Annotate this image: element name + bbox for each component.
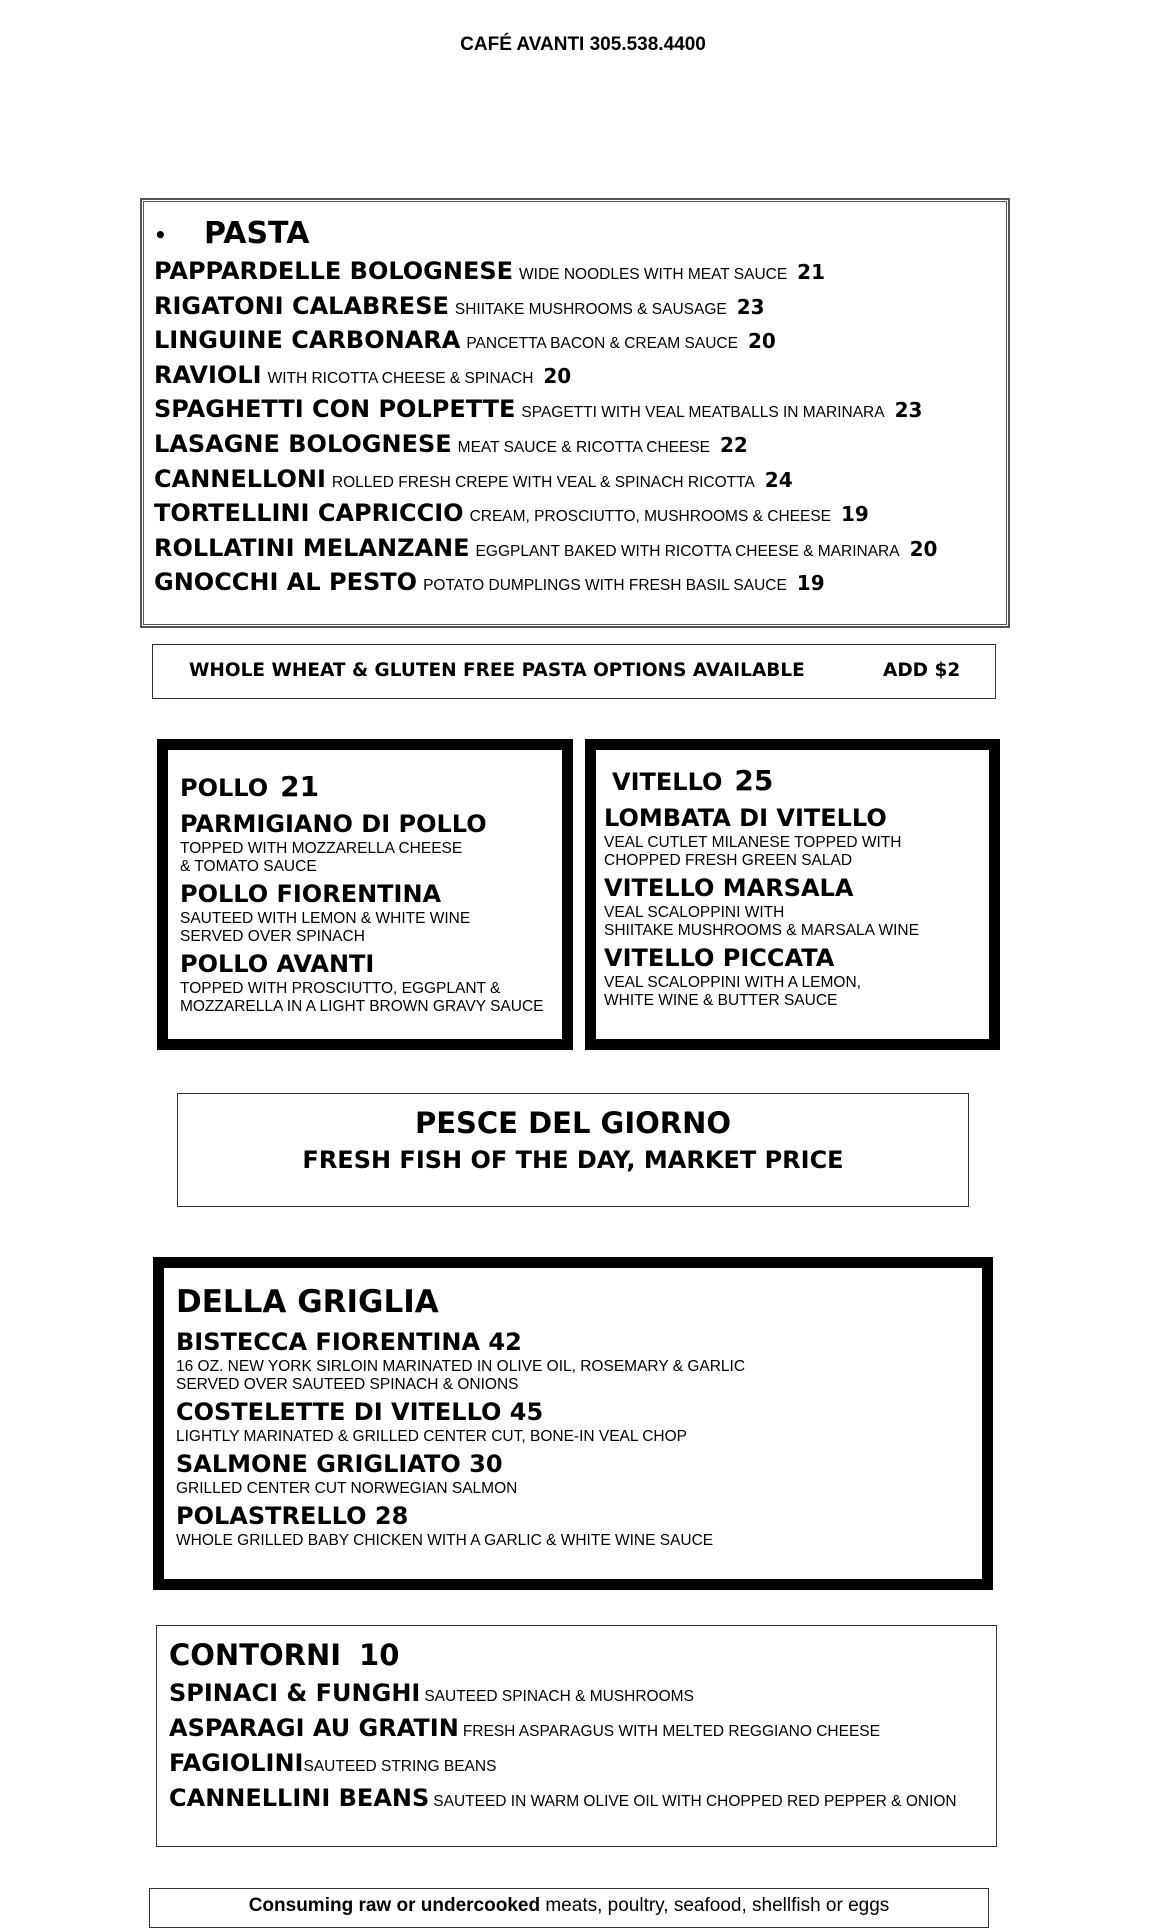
pasta-options-price: ADD $2: [883, 660, 961, 681]
dish-description: FRESH ASPARAGUS WITH MELTED REGGIANO CHEESE: [462, 1723, 880, 1740]
dish-name: BISTECCA FIORENTINA 42: [176, 1328, 522, 1356]
menu-item: [154, 427, 1008, 462]
menu-item: [154, 358, 1008, 393]
dish-price: 23: [736, 294, 765, 319]
menu-item: [169, 1676, 996, 1711]
dish-name: VITELLO MARSALA: [604, 874, 854, 902]
vitello-title: VITELLO: [612, 768, 723, 796]
dish-name: FAGIOLINI: [169, 1749, 304, 1777]
dish-price: 19: [796, 571, 825, 596]
dish-price: 23: [894, 398, 923, 423]
vitello-price: 25: [734, 764, 774, 797]
dish-name: LASAGNE BOLOGNESE: [154, 429, 452, 458]
food-safety-notice: [149, 1888, 989, 1928]
dish-name: PARMIGIANO DI POLLO: [180, 810, 487, 838]
dish-description: VEAL SCALOPPINI WITH A LEMON, WHITE WINE & BUTTER SAUCE: [604, 974, 861, 1009]
dish-price: 20: [909, 536, 938, 561]
dish-description: SAUTEED WITH LEMON & WHITE WINE SERVED OVER SPINACH: [180, 910, 471, 945]
menu-item: [154, 323, 1008, 358]
dish-name: LOMBATA DI VITELLO: [604, 804, 887, 832]
dish-name: VITELLO PICCATA: [604, 944, 835, 972]
contorni-title: CONTORNI: [169, 1638, 342, 1672]
restaurant-title: CAFÉ AVANTI 305.538.4400: [460, 34, 706, 55]
dish-price: 22: [720, 432, 748, 457]
dish-name: CANNELLONI: [154, 464, 326, 493]
dish-price: 24: [764, 467, 793, 492]
dish-description: TOPPED WITH MOZZARELLA CHEESE & TOMATO SAUCE: [180, 840, 463, 875]
dish-price: 20: [543, 363, 572, 388]
pollo-title: POLLO: [180, 774, 269, 802]
dish-description: CREAM, PROSCIUTTO, MUSHROOMS & CHEESE: [469, 508, 831, 526]
vitello-heading: [604, 764, 989, 802]
menu-item: [154, 289, 1008, 324]
dish-description: PANCETTA BACON & CREAM SAUCE: [466, 335, 738, 353]
menu-item: [169, 1746, 996, 1781]
menu-item: [154, 254, 1008, 289]
pasta-section: [140, 198, 1010, 628]
dish-description: 16 OZ. NEW YORK SIRLOIN MARINATED IN OLIVE OIL, ROSEMARY & GARLIC SERVED OVER SAUTEED SPINACH & ONIONS: [176, 1358, 746, 1393]
dish-name: COSTELETTE DI VITELLO 45: [176, 1398, 544, 1426]
pesce-subtitle: FRESH FISH OF THE DAY, MARKET PRICE: [302, 1146, 844, 1174]
griglia-section: [153, 1257, 993, 1590]
menu-item: [154, 392, 1008, 427]
dish-price: 21: [797, 260, 826, 284]
dish-name: POLLO AVANTI: [180, 950, 375, 978]
dish-description: POTATO DUMPLINGS WITH FRESH BASIL SAUCE: [423, 577, 787, 595]
pasta-title: PASTA: [204, 216, 310, 251]
bullet-icon: •: [154, 222, 167, 247]
dish-description: SAUTEED IN WARM OLIVE OIL WITH CHOPPED RED PEPPER & ONION: [433, 1793, 957, 1810]
pollo-heading: [180, 770, 562, 808]
dish-name: ASPARAGI AU GRATIN: [169, 1714, 459, 1742]
pesce-section: [177, 1093, 969, 1207]
dish-description: WIDE NOODLES WITH MEAT SAUCE: [519, 266, 788, 283]
dish-description: SPAGETTI WITH VEAL MEATBALLS IN MARINARA: [521, 404, 885, 422]
dish-description: WITH RICOTTA CHEESE & SPINACH: [267, 369, 534, 387]
pollo-section: [157, 739, 573, 1050]
dish-description: WHOLE GRILLED BABY CHICKEN WITH A GARLIC & WHITE WINE SAUCE: [176, 1532, 714, 1549]
dish-name: RAVIOLI: [154, 360, 262, 389]
menu-item: [154, 531, 1008, 566]
dish-name: LINGUINE CARBONARA: [154, 326, 461, 355]
pesce-title: PESCE DEL GIORNO: [414, 1106, 732, 1140]
dish-name: PAPPARDELLE BOLOGNESE: [154, 257, 514, 285]
vitello-section: [585, 739, 1000, 1050]
dish-name: GNOCCHI AL PESTO: [154, 568, 418, 597]
dish-description: SAUTEED SPINACH & MUSHROOMS: [424, 1688, 694, 1705]
pasta-heading: [154, 214, 1008, 254]
contorni-price: 10: [359, 1638, 400, 1672]
menu-item: [154, 565, 1008, 600]
dish-name: TORTELLINI CAPRICCIO: [154, 499, 464, 528]
dish-price: 19: [841, 502, 869, 527]
notice-bold-text: Consuming raw or undercooked: [248, 1895, 541, 1916]
menu-item: [169, 1781, 996, 1816]
dish-name: ROLLATINI MELANZANE: [154, 533, 470, 562]
contorni-heading: [169, 1636, 996, 1676]
contorni-section: [156, 1625, 997, 1847]
menu-item: [169, 1711, 996, 1746]
notice-text: meats, poultry, seafood, shellfish or eggs: [540, 1895, 890, 1916]
griglia-title: DELLA GRIGLIA: [176, 1284, 439, 1320]
dish-price: 20: [747, 329, 776, 354]
dish-description: ROLLED FRESH CREPE WITH VEAL & SPINACH RICOTTA: [331, 473, 755, 491]
pasta-options-text: WHOLE WHEAT & GLUTEN FREE PASTA OPTIONS AVAILABLE: [189, 660, 805, 681]
menu-item: [154, 462, 1008, 497]
dish-description: SAUTEED STRING BEANS: [303, 1758, 497, 1775]
pasta-options-box: [152, 644, 996, 699]
dish-name: CANNELLINI BEANS: [169, 1784, 430, 1812]
menu-item: [154, 496, 1008, 531]
dish-name: POLLO FIORENTINA: [180, 880, 442, 908]
dish-name: SALMONE GRIGLIATO 30: [176, 1450, 503, 1478]
dish-name: RIGATONI CALABRESE: [154, 291, 449, 320]
dish-description: VEAL CUTLET MILANESE TOPPED WITH CHOPPED FRESH GREEN SALAD: [604, 834, 902, 869]
dish-name: SPINACI & FUNGHI: [169, 1679, 421, 1707]
dish-description: TOPPED WITH PROSCIUTTO, EGGPLANT & MOZZARELLA IN A LIGHT BROWN GRAVY SAUCE: [180, 980, 544, 1015]
dish-description: LIGHTLY MARINATED & GRILLED CENTER CUT, BONE-IN VEAL CHOP: [176, 1428, 688, 1445]
pollo-price: 21: [280, 770, 320, 803]
dish-description: MEAT SAUCE & RICOTTA CHEESE: [457, 438, 711, 456]
dish-description: EGGPLANT BAKED WITH RICOTTA CHEESE & MARINARA: [475, 542, 900, 560]
dish-description: SHIITAKE MUSHROOMS & SAUSAGE: [454, 300, 727, 318]
dish-description: VEAL SCALOPPINI WITH SHIITAKE MUSHROOMS & MARSALA WINE: [604, 904, 919, 939]
dish-name: POLASTRELLO 28: [176, 1502, 409, 1530]
dish-name: SPAGHETTI CON POLPETTE: [154, 395, 516, 424]
dish-description: GRILLED CENTER CUT NORWEGIAN SALMON: [176, 1480, 518, 1497]
